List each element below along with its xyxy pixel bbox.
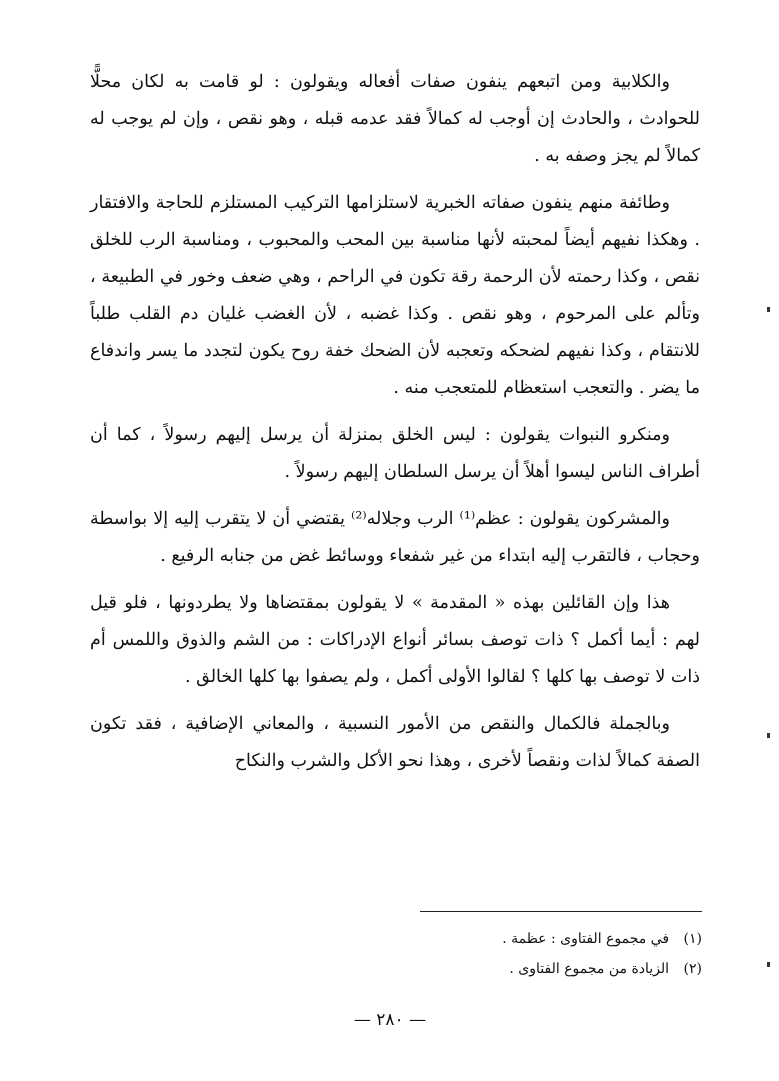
paragraph-3: ومنكرو النبوات يقولون : ليس الخلق بمنزلة أن يرسل إليهم رسولاً ، كما أن أطراف الناس ليسوا أهلاً أن يرسل السلطان إليهم رسولاً . <box>90 425 700 482</box>
footnote-text: الزيادة من مجموع الفتاوى . <box>509 961 670 977</box>
paragraph-6: وبالجملة فالكمال والنقص من الأمور النسبية ، والمعاني الإضافية ، فقد تكون الصفة كمالاً لذات ونقصاً لأخرى ، وهذا نحو الأكل والشرب والنكاح <box>90 714 700 771</box>
paragraph-4: والمشركون يقولون : عظم⁽¹⁾ الرب وجلاله⁽²⁾ يقتضي أن لا يتقرب إليه إلا بواسطة وحجاب ، فالتقرب إليه ابتداء من غير شفعاء ووسائط غض من جنابه الرفيع . <box>90 509 700 566</box>
scan-margin-mark <box>767 962 770 967</box>
paragraph-1: والكلابية ومن اتبعهم ينفون صفات أفعاله ويقولون : لو قامت به لكان محلًّا للحوادث ، والحادث إن أوجب له كمالاً فقد عدمه قبله ، وهو نقص ، وإن لم يوجب له كمالاً لم يجز وصفه به . <box>90 72 700 166</box>
scan-margin-mark <box>767 307 770 312</box>
footnote-1 <box>300 924 702 954</box>
footnote-text: في مجموع الفتاوى : عظمة . <box>502 931 670 947</box>
paragraph-2: وطائفة منهم ينفون صفاته الخبرية لاستلزامها التركيب المستلزم للحاجة والافتقار . وهكذا نفيهم أيضاً لمحبته لأنها مناسبة بين المحب والمحبوب ، ومناسبة الرب للخلق نقص ، وكذا رحمته لأن الرحمة رقة تكون في الراحم ، وهي ضعف وخور في الطبيعة ، وتألم على المرحوم ، وهو نقص . وكذا غضبه ، لأن الغضب غليان دم القلب طلباً للانتقام ، وكذا نفيهم لضحكه وتعجبه لأن الضحك خفة روح يكون لتجدد ما يسر واندفاع ما يضر . والتعجب استعظام للمتعجب منه . <box>90 193 700 398</box>
scan-margin-mark <box>767 733 770 738</box>
paragraph-5: هذا وإن القائلين بهذه « المقدمة » لا يقولون بمقتضاها ولا يطردونها ، فلو قيل لهم : أيما أكمل ؟ ذات توصف بسائر أنواع الإدراكات : من الشم والذوق واللمس أم ذات لا توصف بها كلها ؟ لقالوا الأولى أكمل ، ولم يصفوا بها كلها الخالق . <box>90 593 700 687</box>
main-text <box>90 64 700 790</box>
footnote-number: (٢) <box>683 961 702 977</box>
footnotes <box>300 924 702 984</box>
page-number: — ٢٨٠ — <box>353 1010 427 1030</box>
footnote-divider <box>420 911 702 912</box>
footnote-2 <box>300 954 702 984</box>
footnote-number: (١) <box>683 931 702 947</box>
